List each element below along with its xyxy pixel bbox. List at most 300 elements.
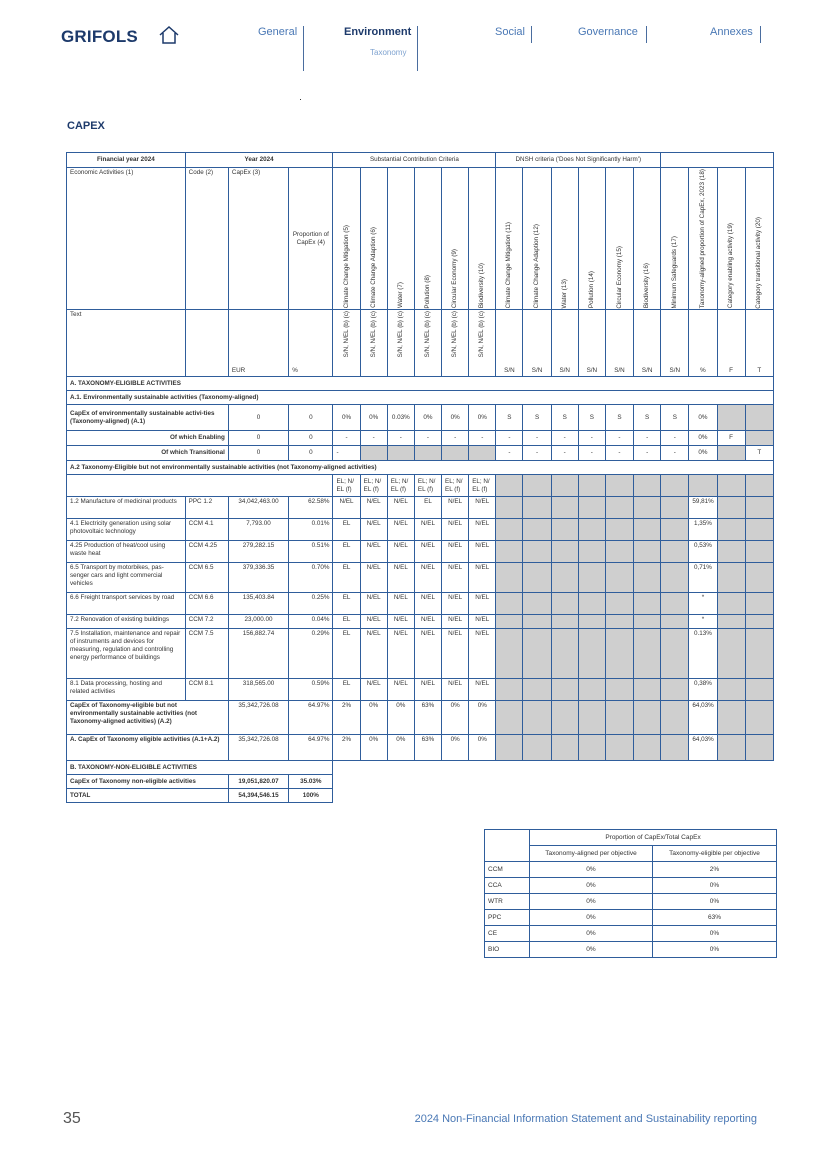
activity-grey (523, 541, 551, 563)
enabling-sc: - (414, 431, 441, 446)
activity-grey (578, 497, 605, 519)
activity-sc: N/EL (414, 519, 441, 541)
activity-grey (634, 629, 661, 679)
table-row (67, 789, 774, 803)
grifols-logo[interactable]: GRIFOLS (61, 27, 138, 46)
a2-unit-grey (634, 475, 661, 497)
a2-unit-grey (551, 475, 578, 497)
transitional-dnsh: - (605, 446, 633, 461)
hdr-sc (414, 168, 441, 310)
hdr-dnsh-col (523, 168, 551, 310)
summary-eligible: 63% (653, 910, 777, 926)
unit-eur: EUR (228, 310, 288, 377)
a1-sc: 0% (333, 405, 360, 431)
a2-unit-empty (67, 475, 333, 497)
transitional-aligned: 0% (689, 446, 717, 461)
unit-sc (333, 310, 360, 377)
activity-grey (496, 629, 523, 679)
total-pct: 100% (289, 789, 333, 803)
activity-grey (745, 679, 773, 701)
activity-sc: N/EL (387, 593, 414, 615)
a2_total-capex: 35,342,726.08 (228, 701, 288, 735)
activity-grey (605, 629, 633, 679)
a1-dnsh: S (578, 405, 605, 431)
activity-sc: N/EL (333, 497, 360, 519)
a_total-sc: 0% (469, 735, 496, 761)
hdr-code: Code (2) (185, 168, 228, 310)
transitional-dnsh: - (523, 446, 551, 461)
hdr-sc (442, 168, 469, 310)
blank (333, 775, 774, 789)
hdr-dnsh-col-text: Pollution (14) (587, 271, 595, 309)
a2_total-grey (496, 701, 523, 735)
a1-sc: 0% (414, 405, 441, 431)
transitional-dnsh: - (634, 446, 661, 461)
b-pct: 35.03% (289, 775, 333, 789)
hdr-min-safeguards-text: Minimum Safeguards (17) (670, 235, 678, 309)
activity-sc: N/EL (387, 679, 414, 701)
activity-sc: N/EL (360, 563, 387, 593)
hdr-aligned-2023 (689, 168, 717, 310)
a2_total-sc: 63% (414, 701, 441, 735)
nav-environment[interactable]: Environment (344, 26, 412, 38)
table-row (67, 391, 774, 405)
a_total-sc: 0% (360, 735, 387, 761)
a2-unit-grey (605, 475, 633, 497)
a2_total-aligned: 64,03% (689, 701, 717, 735)
enabling-capex: 0 (228, 431, 288, 446)
footer-text: 2024 Non-Financial Information Statement and Sustainability reporting (414, 1113, 757, 1125)
unit-sn: S/N (634, 310, 661, 377)
table-row (67, 153, 774, 168)
activity-code: CCM 8.1 (185, 679, 228, 701)
summary-eligible: 0% (653, 878, 777, 894)
unit-row (67, 310, 774, 377)
activity-sc: N/EL (414, 629, 441, 679)
nav-general[interactable]: General (258, 26, 298, 38)
enabling-aligned: 0% (689, 431, 717, 446)
table-row (67, 431, 774, 446)
activity-row (67, 519, 774, 541)
activity-sc: EL (333, 629, 360, 679)
activity-sc: N/EL (442, 497, 469, 519)
activity-sc: N/EL (360, 593, 387, 615)
activity-grey (496, 541, 523, 563)
activity-capex: 156,882.74 (228, 629, 288, 679)
activity-sc: N/EL (360, 541, 387, 563)
activity-capex: 7,793.00 (228, 519, 288, 541)
hdr-empty (661, 153, 774, 168)
hdr-dnsh-col (605, 168, 633, 310)
a1-pct: 0 (289, 405, 333, 431)
a_total-aligned: 64,03% (689, 735, 717, 761)
activity-pct: 0.59% (289, 679, 333, 701)
activity-grey (634, 563, 661, 593)
activity-grey (605, 541, 633, 563)
a_total-grey (523, 735, 551, 761)
a1-dnsh: S (523, 405, 551, 431)
activity-code: CCM 6.6 (185, 593, 228, 615)
activity-sc: N/EL (387, 519, 414, 541)
table-row (67, 761, 774, 775)
activity-grey (745, 563, 773, 593)
activity-grey (661, 497, 689, 519)
unit-sc-text: S/N, N/EL (b) (c) (396, 311, 404, 358)
activity-grey (551, 679, 578, 701)
activity-grey (523, 679, 551, 701)
summary-objective: BIO (485, 942, 530, 958)
activity-sc: N/EL (442, 629, 469, 679)
activity-grey (745, 629, 773, 679)
section-title: CAPEX (67, 120, 105, 132)
a2_total-grey (523, 701, 551, 735)
unit-sc (469, 310, 496, 377)
a2_total-pct: 64.97% (289, 701, 333, 735)
a2_total-sc: 0% (469, 701, 496, 735)
unit-sc-text: S/N, N/EL (b) (c) (424, 311, 432, 358)
a_total-pct: 64.97% (289, 735, 333, 761)
table-row (67, 461, 774, 475)
activity-aligned: 0,53% (689, 541, 717, 563)
a2_total-grey (634, 701, 661, 735)
summary-col1: Taxonomy-aligned per objective (530, 846, 653, 862)
unit-pct2: % (689, 310, 717, 377)
activity-sc: N/EL (387, 563, 414, 593)
summary-objective: CCA (485, 878, 530, 894)
hdr-proportion: Proportion of CapEx (4) (289, 168, 333, 310)
enabling-dnsh: - (523, 431, 551, 446)
unit-pct: % (289, 310, 333, 377)
unit-sc (442, 310, 469, 377)
a_total-grey (745, 735, 773, 761)
activity-grey (578, 563, 605, 593)
table-row (67, 446, 774, 461)
unit-sn: S/N (496, 310, 523, 377)
activity-grey (717, 541, 745, 563)
activity-grey (634, 519, 661, 541)
activity-sc: N/EL (387, 615, 414, 629)
hdr-dnsh-col (551, 168, 578, 310)
activity-sc: N/EL (387, 629, 414, 679)
activity-grey (745, 519, 773, 541)
activity-sc: N/EL (469, 629, 496, 679)
activity-grey (745, 593, 773, 615)
transitional-grey (442, 446, 469, 461)
hdr-sc-text: Climate Change Adaption (6) (369, 227, 377, 309)
section-a1: A.1. Environmentally sustainable activities (Taxonomy-aligned) (67, 391, 774, 405)
nav-divider (760, 26, 761, 43)
a_total-sc: 0% (387, 735, 414, 761)
a_total-capex: 35,342,726.08 (228, 735, 288, 761)
a2-unit-grey (578, 475, 605, 497)
activity-sc: N/EL (387, 541, 414, 563)
a2-unit-grey (661, 475, 689, 497)
a1-grey (745, 405, 773, 431)
activity-pct: 0.70% (289, 563, 333, 593)
hdr-financial-year: Financial year 2024 (67, 153, 186, 168)
unit-code (185, 310, 228, 377)
nav-sub-taxonomy[interactable]: Taxonomy (370, 48, 407, 57)
activity-grey (551, 629, 578, 679)
nav-divider (303, 26, 304, 71)
summary-aligned: 0% (530, 942, 653, 958)
total-capex: 54,394,546.15 (228, 789, 288, 803)
enabling-grey (745, 431, 773, 446)
table-row (67, 377, 774, 391)
a2_total-grey (717, 701, 745, 735)
hdr-sc-text: Climate Change Mitigation (5) (342, 225, 350, 309)
nav-governance[interactable]: Governance (578, 26, 638, 38)
nav-annexes[interactable]: Annexes (710, 26, 753, 38)
activity-label: 6.5 Transport by motorbikes, pas-senger cars and light commercial vehicles (67, 563, 186, 593)
a_total-sc: 63% (414, 735, 441, 761)
a2-unit: EL; N/ EL (f) (469, 475, 496, 497)
activity-sc: N/EL (360, 615, 387, 629)
activity-grey (745, 615, 773, 629)
a2_total-grey (661, 701, 689, 735)
summary-objective: CE (485, 926, 530, 942)
hdr-sc (469, 168, 496, 310)
activity-grey (496, 497, 523, 519)
hdr-substantial: Substantial Contribution Criteria (333, 153, 496, 168)
activity-code: CCM 6.5 (185, 563, 228, 593)
a2-unit: EL; N/ EL (f) (442, 475, 469, 497)
a2-unit-grey (717, 475, 745, 497)
total-label: TOTAL (67, 789, 229, 803)
total-row (67, 735, 774, 761)
section-a2: A.2 Taxonomy-Eligible but not environmentally sustainable activities (not Taxonomy-aligned activities) (67, 461, 774, 475)
summary-row (485, 942, 777, 958)
activity-grey (523, 615, 551, 629)
activity-sc: N/EL (360, 679, 387, 701)
summary-aligned: 0% (530, 878, 653, 894)
activity-grey (634, 593, 661, 615)
hdr-sc-text: Circular Economy (9) (451, 249, 459, 309)
activity-sc: EL (414, 497, 441, 519)
summary-row (485, 894, 777, 910)
a1-dnsh: S (496, 405, 523, 431)
unit-sc-text: S/N, N/EL (b) (c) (369, 311, 377, 358)
hdr-sc (333, 168, 360, 310)
enabling-dnsh: - (634, 431, 661, 446)
activity-sc: N/EL (442, 563, 469, 593)
b-label: CapEx of Taxonomy non-eligible activities (67, 775, 229, 789)
a_total-grey (551, 735, 578, 761)
a_total-sc: 2% (333, 735, 360, 761)
section-a: A. TAXONOMY-ELIGIBLE ACTIVITIES (67, 377, 774, 391)
activity-capex: 23,000.00 (228, 615, 288, 629)
unit-sn: S/N (578, 310, 605, 377)
header-row (67, 168, 774, 310)
activity-sc: N/EL (414, 541, 441, 563)
unit-t: T (745, 310, 773, 377)
a_total-grey (661, 735, 689, 761)
activity-pct: 0.51% (289, 541, 333, 563)
activity-grey (578, 615, 605, 629)
a1-ms: S (661, 405, 689, 431)
table-row (67, 475, 774, 497)
transitional-grey (360, 446, 387, 461)
activity-sc: N/EL (469, 593, 496, 615)
activity-row (67, 615, 774, 629)
table-row (67, 405, 774, 431)
activity-sc: EL (333, 679, 360, 701)
a2-unit: EL; N/ EL (f) (360, 475, 387, 497)
summary-row (485, 862, 777, 878)
transitional-dnsh: - (578, 446, 605, 461)
a_total-sc: 0% (442, 735, 469, 761)
hdr-enabling-text: Category enabling activity (19) (727, 223, 735, 309)
a2-unit-grey (523, 475, 551, 497)
summary-aligned: 0% (530, 862, 653, 878)
activity-label: 4.25 Production of heat/cool using waste heat (67, 541, 186, 563)
activity-grey (717, 629, 745, 679)
activity-grey (661, 563, 689, 593)
activity-grey (523, 629, 551, 679)
activity-grey (523, 497, 551, 519)
hdr-aligned-2023-text: Taxonomy-aligned proportion of CapEx, 2023 (18) (699, 169, 707, 309)
unit-sn: S/N (523, 310, 551, 377)
summary-objective: CCM (485, 862, 530, 878)
transitional-grey (469, 446, 496, 461)
activity-label: 6.6 Freight transport services by road (67, 593, 186, 615)
hdr-dnsh-col (578, 168, 605, 310)
a1-sc: 0% (360, 405, 387, 431)
activity-sc: EL (333, 593, 360, 615)
activity-sc: N/EL (442, 519, 469, 541)
transitional-pct: 0 (289, 446, 333, 461)
activity-code: CCM 4.1 (185, 519, 228, 541)
a_total-grey (605, 735, 633, 761)
activity-grey (661, 629, 689, 679)
summary-aligned: 0% (530, 910, 653, 926)
a1-sc: 0.03% (387, 405, 414, 431)
activity-row (67, 679, 774, 701)
activity-grey (605, 679, 633, 701)
a1-dnsh: S (605, 405, 633, 431)
activity-row (67, 629, 774, 679)
activity-grey (634, 541, 661, 563)
activity-grey (551, 497, 578, 519)
nav-social[interactable]: Social (495, 26, 525, 38)
a2-unit-grey (496, 475, 523, 497)
activity-row (67, 541, 774, 563)
a1-grey (717, 405, 745, 431)
a2_total-label: CapEx of Taxonomy-eligible but not environmentally sustainable activities (not Taxonomy-aligned activities) (A.2) (67, 701, 229, 735)
activity-grey (605, 593, 633, 615)
activity-grey (496, 679, 523, 701)
unit-sn: S/N (605, 310, 633, 377)
activity-grey (661, 593, 689, 615)
a2-unit: EL; N/ EL (f) (333, 475, 360, 497)
activity-aligned: 0,38% (689, 679, 717, 701)
table-row (67, 775, 774, 789)
activity-grey (634, 615, 661, 629)
transitional-grey (414, 446, 441, 461)
nav-divider (417, 26, 418, 71)
activity-grey (578, 679, 605, 701)
activity-sc: N/EL (442, 615, 469, 629)
activity-sc: N/EL (414, 679, 441, 701)
activity-sc: N/EL (360, 519, 387, 541)
hdr-dnsh-col-text: Climate Change Mitigation (11) (505, 221, 513, 309)
enabling-sc: - (387, 431, 414, 446)
hdr-dnsh-col-text: Water (13) (560, 278, 568, 309)
activity-sc: N/EL (360, 629, 387, 679)
activity-grey (496, 615, 523, 629)
unit-sc (387, 310, 414, 377)
hdr-dnsh: DNSH criteria ('Does Not Significantly Harm') (496, 153, 661, 168)
a2_total-grey (578, 701, 605, 735)
a2-unit-grey (689, 475, 717, 497)
unit-f: F (717, 310, 745, 377)
a_total-grey (496, 735, 523, 761)
transitional-dnsh: - (551, 446, 578, 461)
activity-label: 7.5 Installation, maintenance and repair of instruments and devices for measuring, regulation and controlling energy performance of buildings (67, 629, 186, 679)
activity-grey (745, 497, 773, 519)
activity-grey (523, 519, 551, 541)
a1-dnsh: S (634, 405, 661, 431)
unit-sn: S/N (551, 310, 578, 377)
activity-row (67, 593, 774, 615)
activity-label: 7.2 Renovation of existing buildings (67, 615, 186, 629)
hdr-dnsh-col-text: Circular Economy (15) (615, 245, 623, 309)
activity-grey (578, 519, 605, 541)
enabling-dnsh: - (551, 431, 578, 446)
activity-capex: 318,565.00 (228, 679, 288, 701)
activity-label: 4.1 Electricity generation using solar photovoltaic technology (67, 519, 186, 541)
activity-grey (717, 593, 745, 615)
summary-objective: WTR (485, 894, 530, 910)
hdr-dnsh-col (496, 168, 523, 310)
summary-empty (485, 830, 530, 862)
nav-divider (531, 26, 532, 43)
activity-grey (717, 519, 745, 541)
a2_total-grey (745, 701, 773, 735)
activity-aligned: 1,35% (689, 519, 717, 541)
home-icon[interactable] (158, 25, 180, 45)
hdr-enabling (717, 168, 745, 310)
activity-grey (551, 519, 578, 541)
summary-aligned: 0% (530, 894, 653, 910)
a2-unit: EL; N/ EL (f) (414, 475, 441, 497)
activity-label: 1.2 Manufacture of medicinal products (67, 497, 186, 519)
unit-sc-text: S/N, N/EL (b) (c) (478, 311, 486, 358)
total-row (67, 701, 774, 735)
activity-grey (578, 629, 605, 679)
summary-row (485, 910, 777, 926)
summary-aligned: 0% (530, 926, 653, 942)
enabling-f: F (717, 431, 745, 446)
enabling-dnsh: - (605, 431, 633, 446)
activity-grey (634, 679, 661, 701)
blank (333, 789, 774, 803)
a2_total-sc: 2% (333, 701, 360, 735)
activity-grey (634, 497, 661, 519)
activity-grey (523, 593, 551, 615)
activity-code: PPC 1.2 (185, 497, 228, 519)
activity-grey (496, 563, 523, 593)
activity-sc: N/EL (442, 541, 469, 563)
a2-unit-grey (745, 475, 773, 497)
transitional-grey (387, 446, 414, 461)
activity-sc: EL (333, 519, 360, 541)
activity-capex: 279,282.15 (228, 541, 288, 563)
activity-sc: EL (333, 563, 360, 593)
activity-grey (578, 593, 605, 615)
activity-sc: EL (333, 615, 360, 629)
activity-sc: N/EL (387, 497, 414, 519)
